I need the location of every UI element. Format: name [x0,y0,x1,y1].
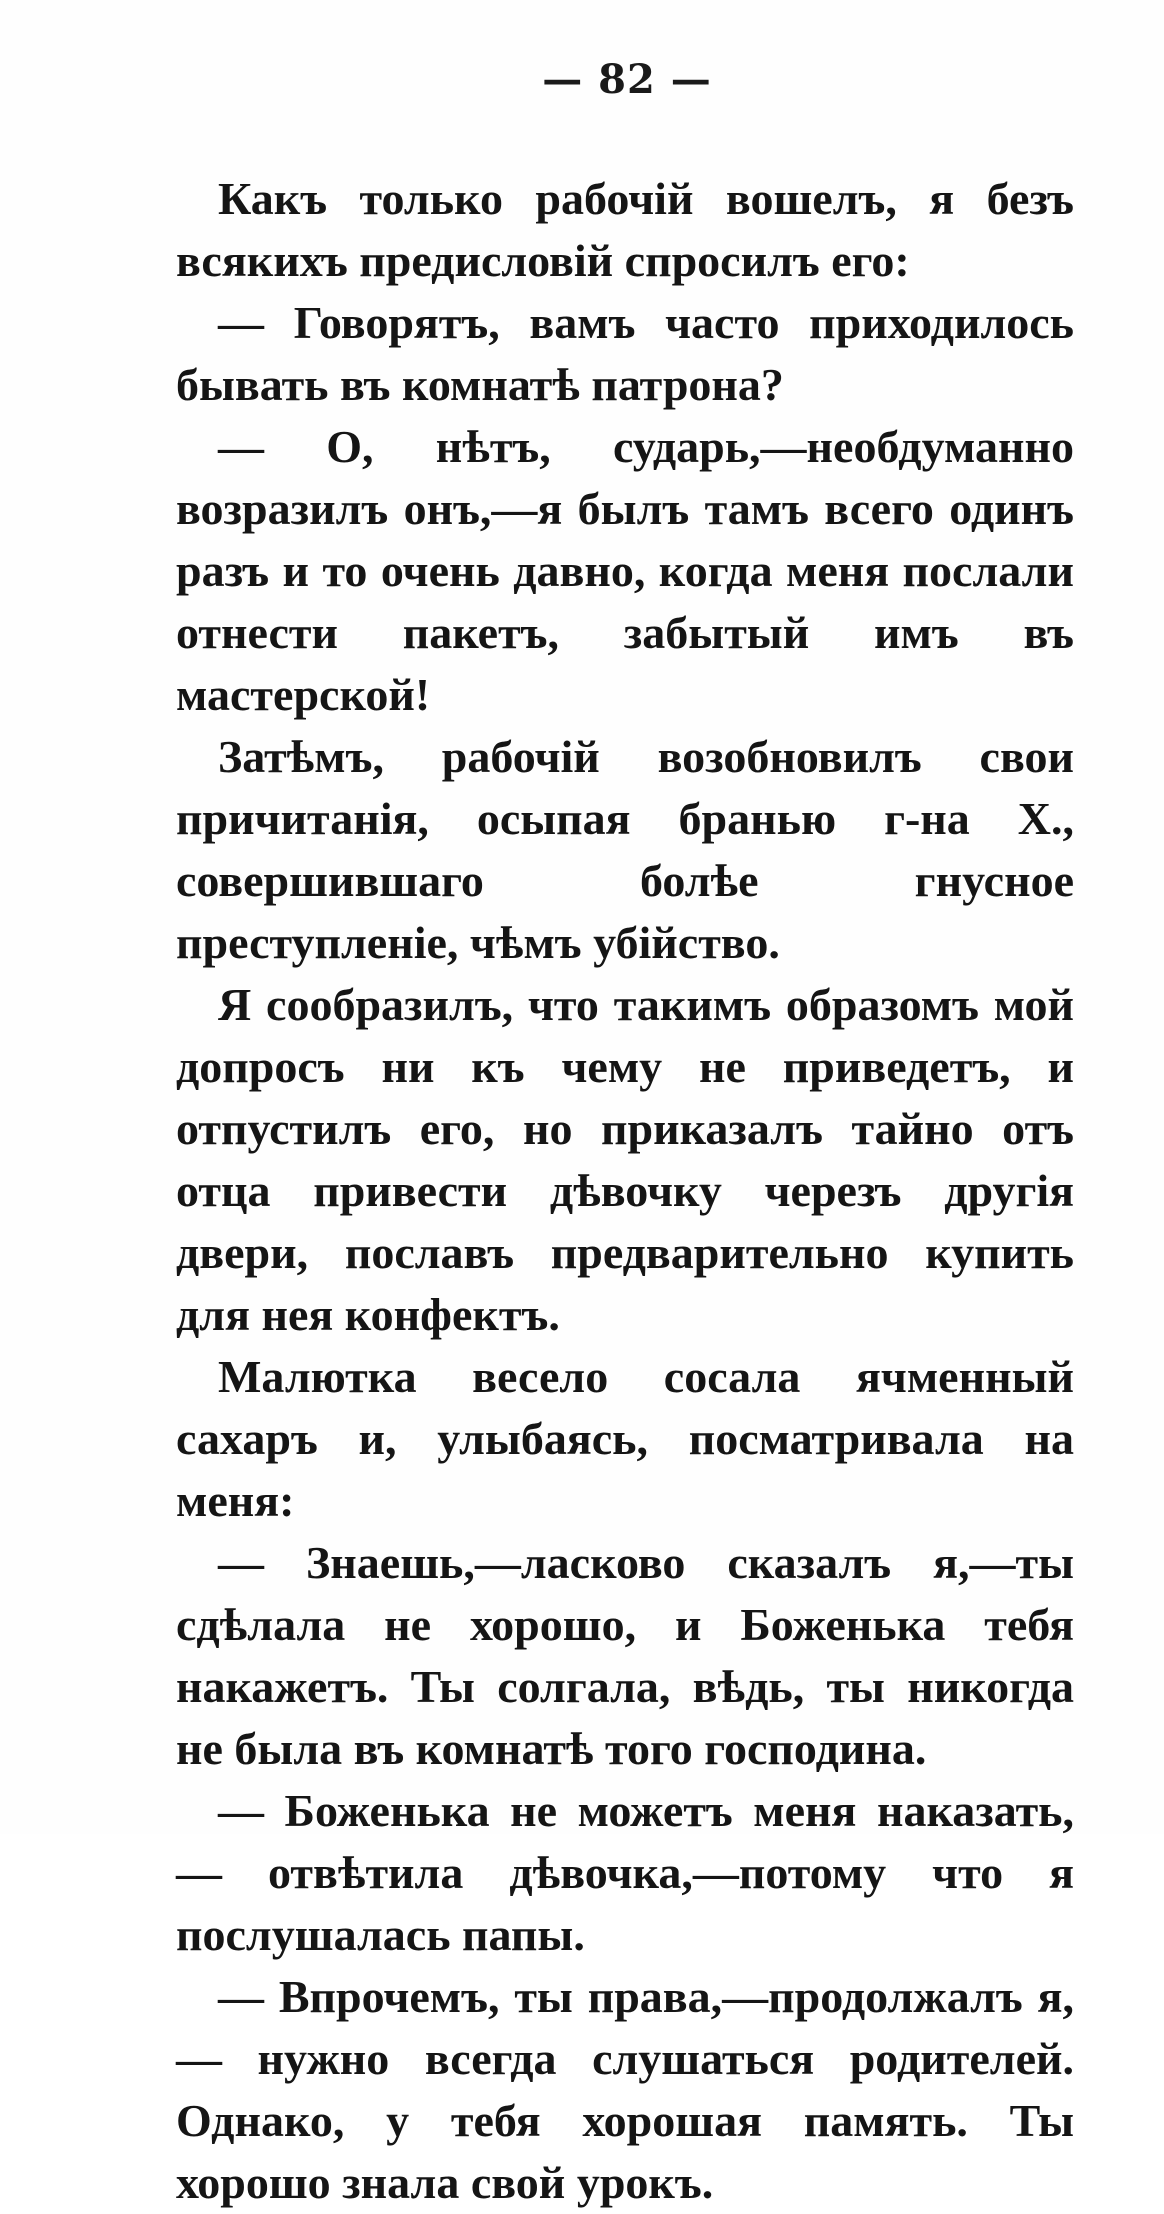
paragraph: — Впрочемъ, ты права,—продолжалъ я,— нужно всегда слушаться родителей. Однако, у тебя хорошая память. Ты хорошо знала свой урокъ. [176,1971,1074,2208]
paragraph: — Боженька не можетъ меня наказать,— отвѣтила дѣвочка,—потому что я послушалась папы. [176,1785,1074,1960]
paragraph: Затѣмъ, рабочій возобновилъ свои причитанія, осыпая бранью г-на X., совершившаго болѣе гнусное преступленіе, чѣмъ убійство. [176,731,1074,968]
paragraph: Какъ только рабочій вошелъ, я безъ всякихъ предисловій спросилъ его: [176,173,1074,286]
paragraph: — О, нѣтъ, сударь,—необдуманно возразилъ онъ,—я былъ тамъ всего одинъ разъ и то очень давно, когда меня послали отнести пакетъ, забытый имъ въ мастерской! [176,421,1074,720]
paragraph: — Знаешь,—ласково сказалъ я,—ты сдѣлала не хорошо, и Боженька тебя накажетъ. Ты солгала, вѣдь, ты никогда не была въ комнатѣ того господина. [176,1537,1074,1774]
paragraph: Малютка весело сосала ячменный сахаръ и, улыбаясь, посматривала на меня: [176,1351,1074,1526]
paragraph: — Говорятъ, вамъ часто приходилось бывать въ комнатѣ патрона? [176,297,1074,410]
paragraph: Я сообразилъ, что такимъ образомъ мой допросъ ни къ чему не приведетъ, и отпустилъ его, но приказалъ тайно отъ отца привести дѣвочку черезъ другія двери, пославъ предварительно купить для нея конфектъ. [176,979,1074,1340]
page-number: — 82 — [542,56,712,103]
body-text [176,168,1074,2214]
